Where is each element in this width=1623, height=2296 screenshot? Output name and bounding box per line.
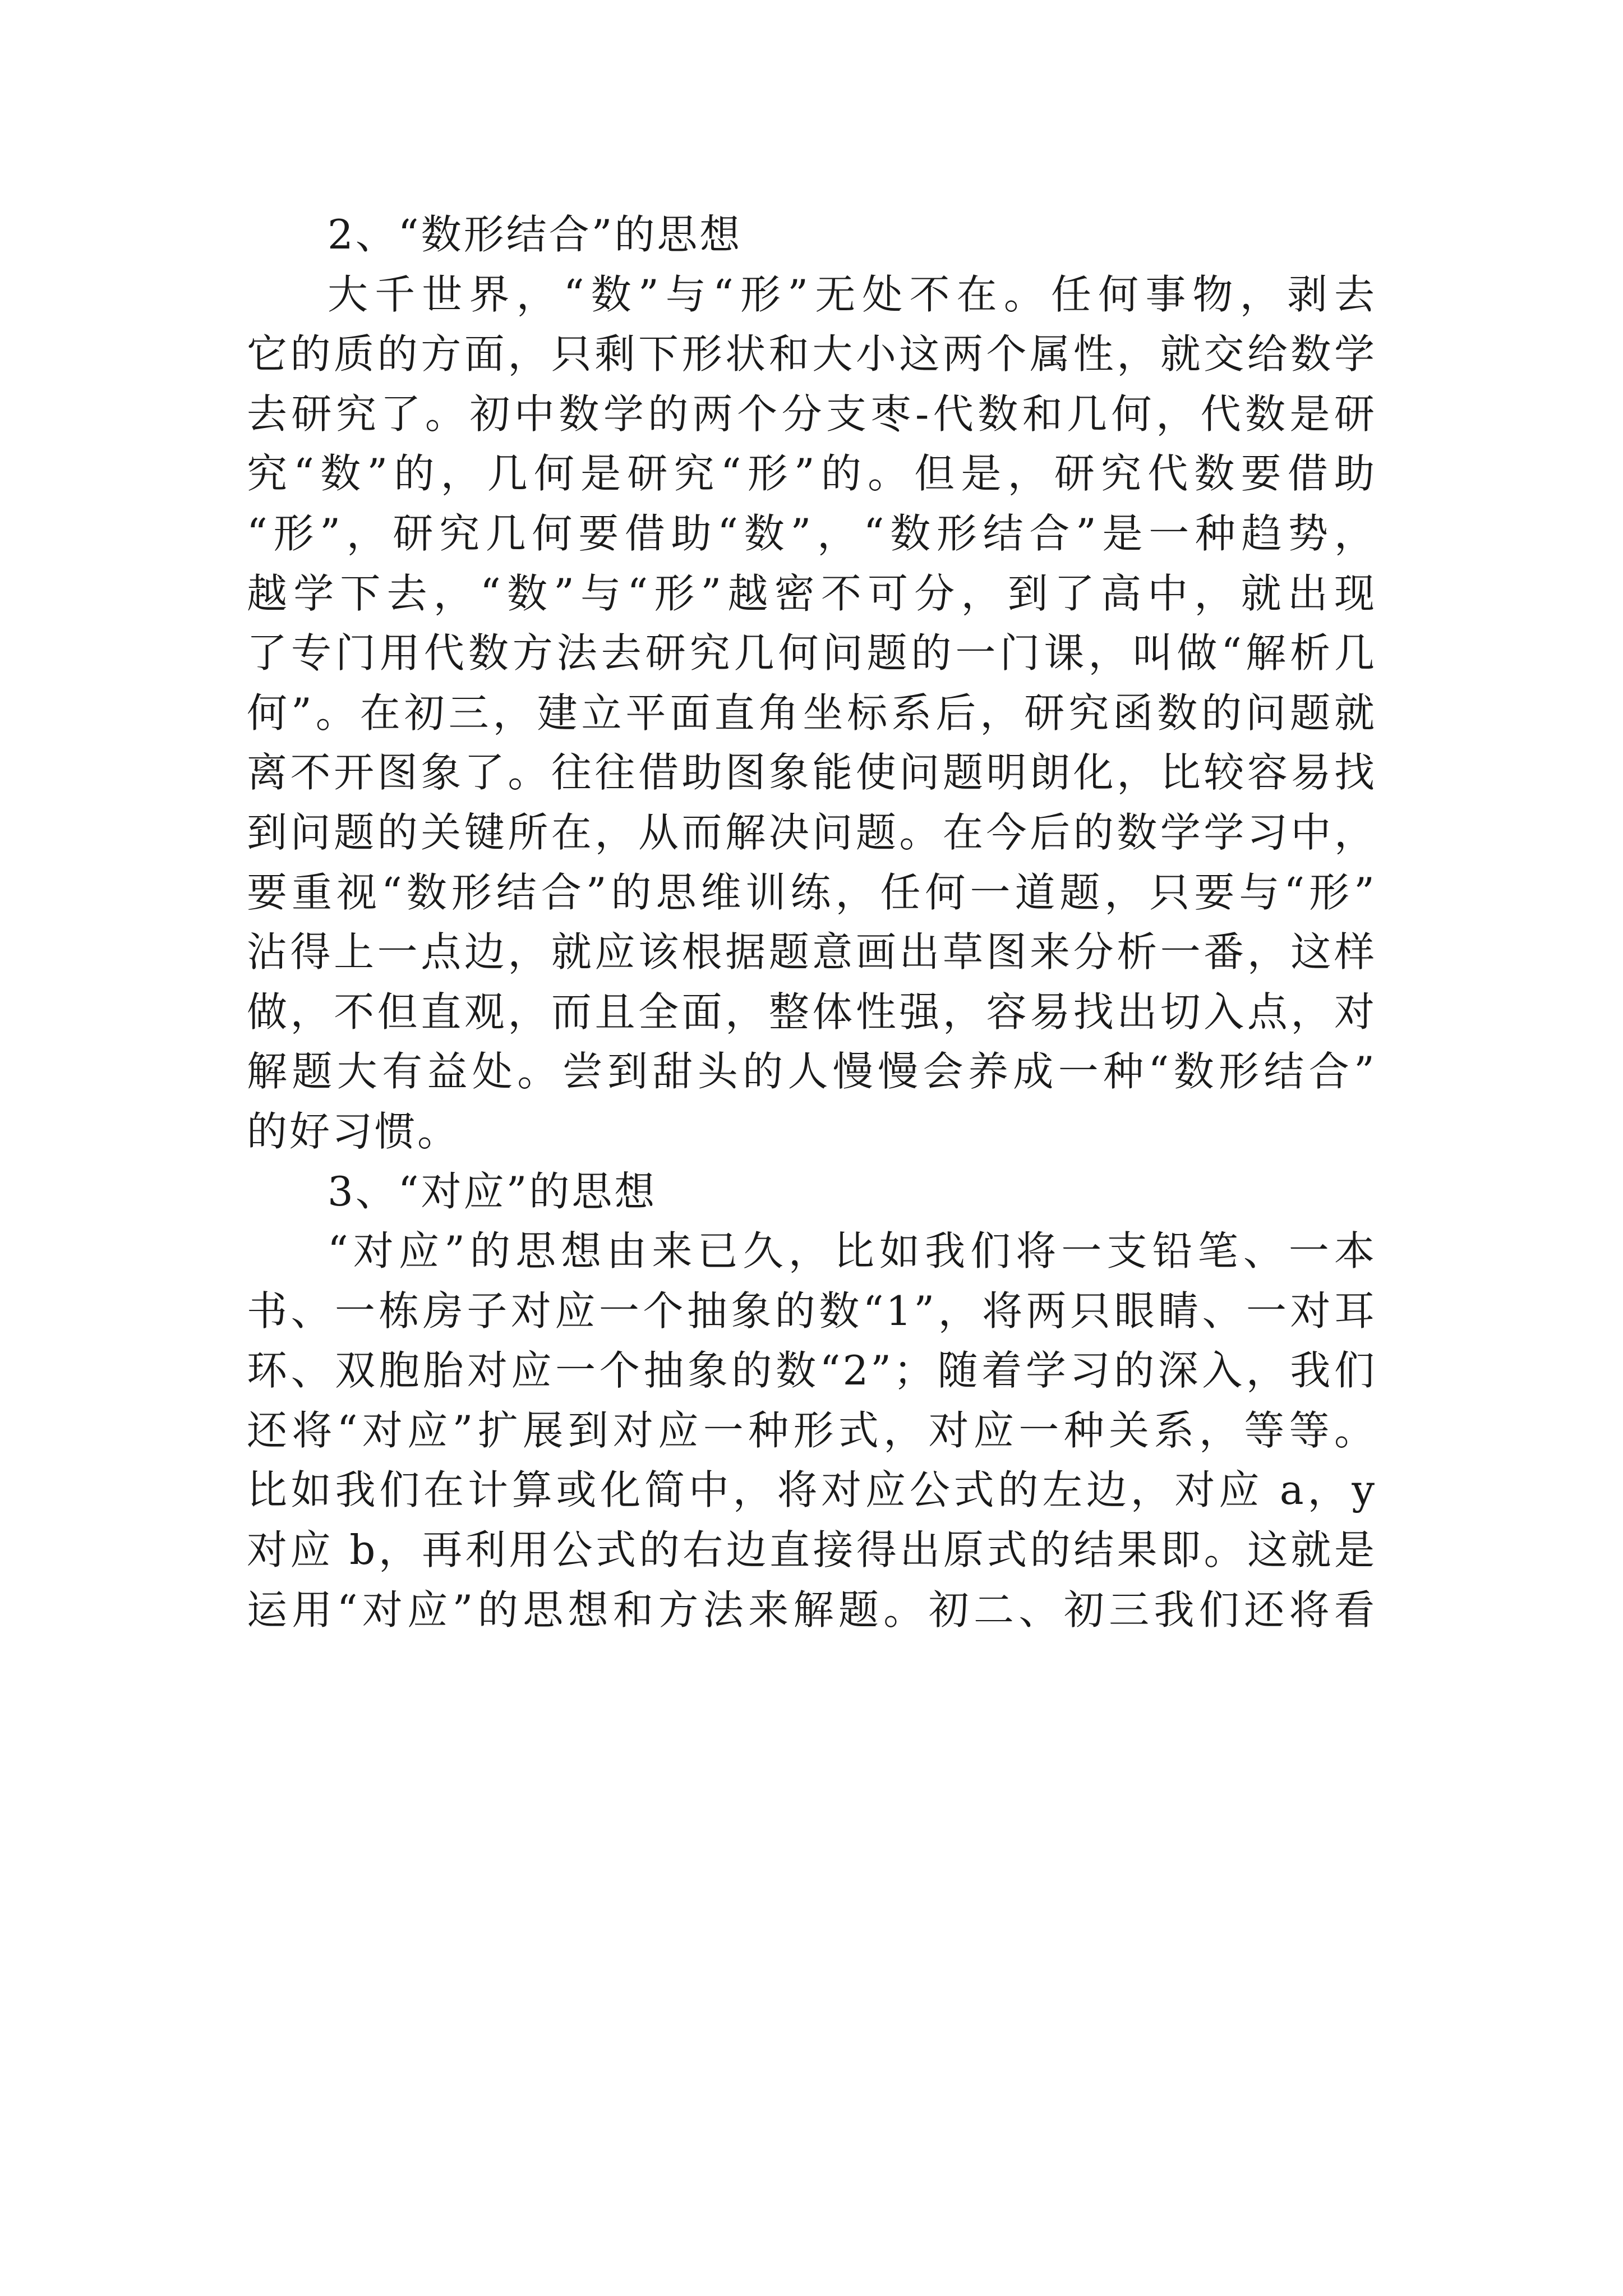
- paragraph-line: 大千世界，“数”与“形”无处不在。任何事物，剥去: [328, 270, 1377, 318]
- paragraph-line: 还将“对应”扩展到对应一种形式，对应一种关系，等等。: [247, 1406, 1377, 1454]
- paragraph-line: 做，不但直观，而且全面，整体性强，容易找出切入点，对: [247, 988, 1377, 1036]
- paragraph-line: 运用“对应”的思想和方法来解题。初二、初三我们还将看: [247, 1586, 1377, 1634]
- paragraph-duiying: [247, 1221, 1377, 1640]
- section-heading-shuxing: 2、“数形结合”的思想: [328, 211, 743, 258]
- section-heading-duiying: 3、“对应”的思想: [328, 1167, 657, 1215]
- paragraph-line: 沾得上一点边，就应该根据题意画出草图来分析一番，这样: [247, 928, 1377, 976]
- paragraph-line: 了专门用代数方法去研究几何问题的一门课，叫做“解析几: [247, 629, 1377, 677]
- paragraph-line: 对应 b，再利用公式的右边直接得出原式的结果即。这就是: [247, 1526, 1377, 1574]
- paragraph-line: 要重视“数形结合”的思维训练，任何一道题，只要与“形”: [247, 868, 1377, 916]
- paragraph-line: 的好习惯。: [247, 1107, 460, 1155]
- paragraph-line: 究“数”的，几何是研究“形”的。但是，研究代数要借助: [247, 450, 1377, 498]
- paragraph-line: 到问题的关键所在，从而解决问题。在今后的数学学习中，: [247, 808, 1377, 856]
- paragraph-line: 环、双胞胎对应一个抽象的数“2”；随着学习的深入，我们: [247, 1347, 1377, 1395]
- paragraph-line: 离不开图象了。往往借助图象能使问题明朗化，比较容易找: [247, 749, 1377, 797]
- paragraph-line: 书、一栋房子对应一个抽象的数“1”，将两只眼睛、一对耳: [247, 1287, 1377, 1335]
- paragraph-line: 它的质的方面，只剩下形状和大小这两个属性，就交给数学: [247, 330, 1377, 378]
- paragraph-shuxing-jiehe: [247, 265, 1377, 1162]
- paragraph-line: 何”。在初三，建立平面直角坐标系后，研究函数的问题就: [247, 689, 1377, 737]
- paragraph-line: “形”，研究几何要借助“数”，“数形结合”是一种趋势，: [247, 509, 1377, 557]
- paragraph-line: “对应”的思想由来已久，比如我们将一支铅笔、一本: [328, 1227, 1377, 1275]
- paragraph-line: 比如我们在计算或化简中，将对应公式的左边，对应 a，y: [247, 1466, 1377, 1514]
- paragraph-line: 解题大有益处。尝到甜头的人慢慢会养成一种“数形结合”: [247, 1048, 1377, 1096]
- paragraph-line: 去研究了。初中数学的两个分支枣-代数和几何，代数是研: [247, 390, 1377, 438]
- paragraph-line: 越学下去，“数”与“形”越密不可分，到了高中，就出现: [247, 569, 1377, 617]
- document-body: [247, 205, 1377, 1640]
